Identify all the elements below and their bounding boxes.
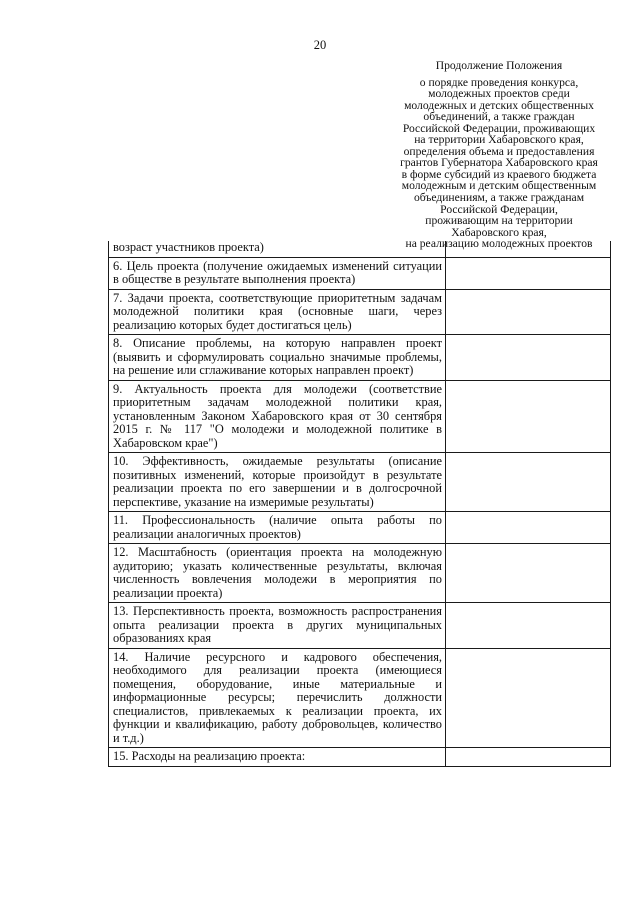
header-line: объединениям, а также гражданам bbox=[413, 191, 585, 205]
header-line: в форме субсидий из краевого бюджета bbox=[401, 167, 597, 181]
header-line: определения объема и предоставления bbox=[403, 144, 595, 158]
header-line: молодежных и детских общественных bbox=[404, 98, 594, 112]
criteria-table-container bbox=[108, 241, 610, 767]
table-row bbox=[109, 335, 611, 381]
table-row bbox=[109, 380, 611, 453]
criterion-text: 13. Перспективность проекта, возможность распространения опыта реализации проекта в других муниципальных образованиях края bbox=[109, 603, 446, 649]
criterion-value-cell bbox=[446, 289, 611, 335]
criterion-text: 7. Задачи проекта, соответствующие приоритетным задачам молодежной политики края (основные шаги, через реализацию которых будет достигаться цель) bbox=[109, 289, 446, 335]
header-line: Хабаровского края, bbox=[451, 225, 547, 239]
criterion-text: 14. Наличие ресурсного и кадрового обеспечения, необходимого для реализации проекта (имеющиеся помещения, оборудование, иные материальные и информационные ресурсы; перечислить должности специалистов, привлекаемых к реализации проекта, их функции и квалификацию, работу добровольцев, количество и т.д.) bbox=[109, 648, 446, 748]
table-row bbox=[109, 512, 611, 544]
criterion-value-cell bbox=[446, 603, 611, 649]
table-row bbox=[109, 241, 611, 257]
table-row bbox=[109, 289, 611, 335]
criterion-value-cell bbox=[446, 512, 611, 544]
table-row bbox=[109, 544, 611, 603]
criterion-text: 9. Актуальность проекта для молодежи (соответствие приоритетным задачам молодежной политики края, установленным Законом Хабаровского края от 30 сентября 2015 г. № 117 "О молодежи и молодежной политике в Хабаровском крае") bbox=[109, 380, 446, 453]
header-line: Российской Федерации, проживающих bbox=[402, 121, 596, 135]
criterion-text: 15. Расходы на реализацию проекта: bbox=[109, 748, 446, 767]
criterion-value-cell bbox=[446, 453, 611, 512]
criterion-value-cell bbox=[446, 544, 611, 603]
table-row bbox=[109, 748, 611, 767]
table-row bbox=[109, 648, 611, 748]
criterion-value-cell bbox=[446, 257, 611, 289]
criterion-text: 8. Описание проблемы, на которую направлен проект (выявить и сформулировать социально значимые проблемы, на решение или сглаживание которых направлен проект) bbox=[109, 335, 446, 381]
header-line: молодежных проектов среди bbox=[428, 87, 570, 101]
criterion-value-cell bbox=[446, 380, 611, 453]
page-number: 20 bbox=[313, 38, 327, 52]
criterion-value-cell bbox=[446, 335, 611, 381]
header-title: Продолжение Положения bbox=[435, 59, 563, 72]
table-row bbox=[109, 603, 611, 649]
header-line: молодежным и детским общественным bbox=[401, 179, 597, 193]
table-row bbox=[109, 257, 611, 289]
criterion-text: 12. Масштабность (ориентация проекта на молодежную аудиторию; указать количественные результаты, включая численность вовлечения молодежи в мероприятия по реализации проекта) bbox=[109, 544, 446, 603]
criterion-text: 6. Цель проекта (получение ожидаемых изменений ситуации в обществе в результате выполнения проекта) bbox=[109, 257, 446, 289]
criterion-text: 10. Эффективность, ожидаемые результаты (описание позитивных изменений, которые произойдут в результате реализации проекта по его завершении и в долгосрочной перспективе, указание на измеримые результаты) bbox=[109, 453, 446, 512]
criterion-value-cell bbox=[446, 648, 611, 748]
header-line: грантов Губернатора Хабаровского края bbox=[400, 156, 598, 170]
table-row bbox=[109, 453, 611, 512]
header-line: Российской Федерации, bbox=[440, 202, 558, 216]
criterion-text: возраст участников проекта) bbox=[109, 241, 446, 257]
header-line: о порядке проведения конкурса, bbox=[419, 75, 579, 89]
criterion-text: 11. Профессиональность (наличие опыта работы по реализации аналогичных проектов) bbox=[109, 512, 446, 544]
header-line: на реализацию молодежных проектов bbox=[405, 237, 593, 251]
header-line: объединений, а также граждан bbox=[423, 110, 575, 124]
criterion-value-cell bbox=[446, 241, 611, 257]
document-header bbox=[388, 60, 610, 250]
criterion-value-cell bbox=[446, 748, 611, 767]
header-line: проживающим на территории bbox=[425, 214, 573, 228]
criteria-table bbox=[108, 241, 611, 767]
header-line: на территории Хабаровского края, bbox=[414, 133, 584, 147]
